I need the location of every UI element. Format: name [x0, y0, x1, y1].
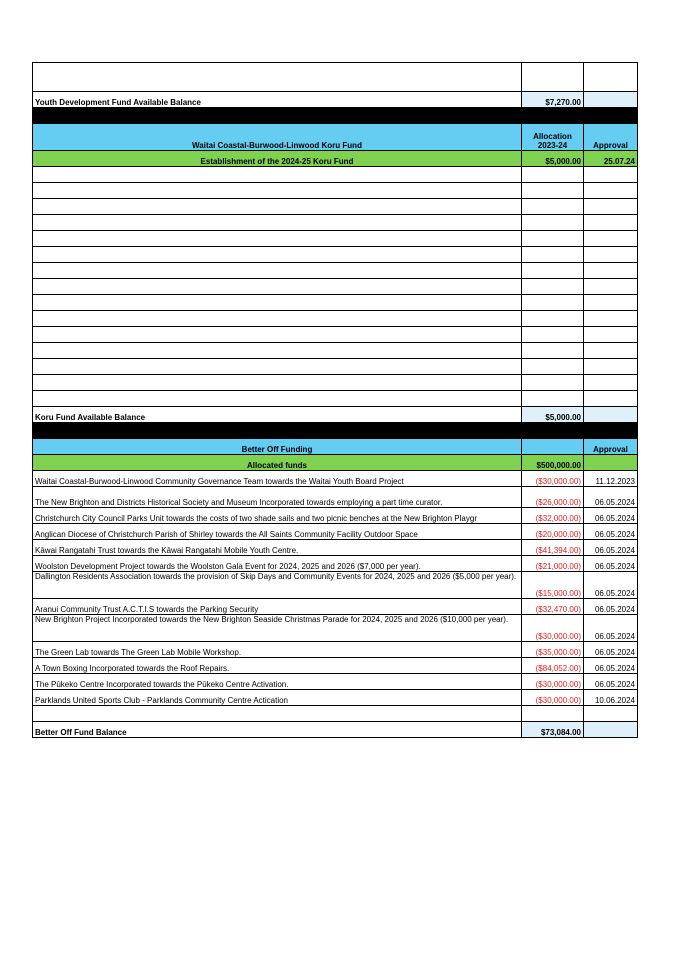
better-row-amount: ($26,000.00) [522, 487, 584, 508]
better-row-amount: ($32,000.00) [522, 508, 584, 524]
better-balance-value: $73,084.00 [522, 722, 584, 738]
empty-row [33, 167, 638, 183]
koru-establish-row [33, 151, 638, 167]
empty-row [33, 215, 638, 231]
better-row [33, 642, 638, 658]
better-row-description: The Green Lab towards The Green Lab Mobile Workshop. [33, 642, 522, 658]
better-row [33, 615, 638, 642]
empty-row [33, 343, 638, 359]
better-row-description: The Pūkeko Centre Incorporated towards the Pūkeko Centre Activation. [33, 674, 522, 690]
koru-balance-row [33, 407, 638, 423]
empty-row [33, 199, 638, 215]
better-row-description: Aranui Community Trust A.C.T.I.S towards the Parking Security [33, 599, 522, 615]
divider-row [33, 108, 638, 124]
better-row [33, 487, 638, 508]
better-row-date: 06.05.2024 [584, 674, 638, 690]
koru-title: Waitai Coastal-Burwood-Linwood Koru Fund [33, 124, 522, 151]
better-row [33, 572, 638, 599]
better-balance-row [33, 722, 638, 738]
better-row-amount: ($30,000.00) [522, 615, 584, 642]
better-row [33, 658, 638, 674]
koru-allocation-header: Allocation 2023-24 [522, 124, 584, 151]
better-row-description: New Brighton Project Incorporated towards the New Brighton Seaside Christmas Parade for 2024, 2025 and 2026 ($10,000 per year). [33, 615, 522, 642]
better-row [33, 524, 638, 540]
funding-table [32, 62, 638, 738]
better-allocated-amount: $500,000.00 [522, 455, 584, 471]
koru-establish-date: 25.07.24 [584, 151, 638, 167]
better-row-description: A Town Boxing Incorporated towards the Roof Repairs. [33, 658, 522, 674]
empty-row [33, 311, 638, 327]
empty-row [33, 183, 638, 199]
youth-balance-label: Youth Development Fund Available Balance [33, 92, 522, 108]
better-row-amount: ($30,000.00) [522, 471, 584, 487]
koru-establish-amount: $5,000.00 [522, 151, 584, 167]
divider-row [33, 423, 638, 439]
better-row-description: The New Brighton and Districts Historical Society and Museum Incorporated towards employing a part time curator. [33, 487, 522, 508]
youth-balance-value: $7,270.00 [522, 92, 584, 108]
better-row [33, 471, 638, 487]
better-row-date: 10.06.2024 [584, 690, 638, 706]
better-row-description: Waitai Coastal-Burwood-Linwood Community Governance Team towards the Waitai Youth Board Project [33, 471, 522, 487]
empty-row [33, 279, 638, 295]
better-approval-header: Approval [584, 439, 638, 455]
better-row-description: Dallington Residents Association towards the provision of Skip Days and Community Events for 2024, 2025 and 2026 ($5,000 per year). [33, 572, 522, 599]
empty-row [33, 375, 638, 391]
better-title: Better Off Funding [33, 439, 522, 455]
empty-row [33, 263, 638, 279]
koru-header-row [33, 124, 638, 151]
better-row-date: 06.05.2024 [584, 642, 638, 658]
better-row-date: 11.12.2023 [584, 471, 638, 487]
better-row-description: Kāwai Rangatahi Trust towards the Kāwai Rangatahi Mobile Youth Centre. [33, 540, 522, 556]
better-row-amount: ($32,470.00) [522, 599, 584, 615]
better-row-amount: ($15,000.00) [522, 572, 584, 599]
better-row-date: 06.05.2024 [584, 572, 638, 599]
better-row-description: Parklands United Sports Club - Parklands Community Centre Actication [33, 690, 522, 706]
better-row-amount: ($21,000.00) [522, 556, 584, 572]
empty-row [33, 359, 638, 375]
empty-row [33, 231, 638, 247]
better-row-description: Anglican Diocese of Christchurch Parish of Shirley towards the All Saints Community Facility Outdoor Space [33, 524, 522, 540]
better-allocated-label: Allocated funds [33, 455, 522, 471]
better-row-description: Christchurch City Council Parks Unit towards the costs of two shade sails and two picnic benches at the New Brighton Playgr [33, 508, 522, 524]
better-row [33, 556, 638, 572]
koru-establish-label: Establishment of the 2024-25 Koru Fund [33, 151, 522, 167]
better-row-date: 06.05.2024 [584, 556, 638, 572]
better-row-date: 06.05.2024 [584, 487, 638, 508]
better-row-amount: ($20,000.00) [522, 524, 584, 540]
better-allocated-row [33, 455, 638, 471]
better-row-date: 06.05.2024 [584, 658, 638, 674]
better-row-amount: ($35,000.00) [522, 642, 584, 658]
better-row-date: 06.05.2024 [584, 615, 638, 642]
better-row-description: Woolston Development Project towards the Woolston Gala Event for 2024, 2025 and 2026 ($7,000 per year). [33, 556, 522, 572]
better-row-amount: ($41,394.00) [522, 540, 584, 556]
empty-row [33, 391, 638, 407]
better-row [33, 599, 638, 615]
empty-row [33, 63, 638, 92]
better-row-date: 06.05.2024 [584, 599, 638, 615]
better-row-amount: ($30,000.00) [522, 690, 584, 706]
better-row-date: 06.05.2024 [584, 540, 638, 556]
koru-balance-value: $5,000.00 [522, 407, 584, 423]
better-row [33, 674, 638, 690]
better-row [33, 508, 638, 524]
better-row [33, 690, 638, 706]
youth-balance-row [33, 92, 638, 108]
better-row-amount: ($84,052.00) [522, 658, 584, 674]
empty-row [33, 295, 638, 311]
empty-row [33, 247, 638, 263]
empty-row [33, 706, 638, 722]
better-row [33, 540, 638, 556]
better-row-amount: ($30,000.00) [522, 674, 584, 690]
better-balance-label: Better Off Fund Balance [33, 722, 522, 738]
better-header-row [33, 439, 638, 455]
better-row-date: 06.05.2024 [584, 508, 638, 524]
koru-approval-header: Approval [584, 124, 638, 151]
better-row-date: 06.05.2024 [584, 524, 638, 540]
empty-row [33, 327, 638, 343]
koru-balance-label: Koru Fund Available Balance [33, 407, 522, 423]
